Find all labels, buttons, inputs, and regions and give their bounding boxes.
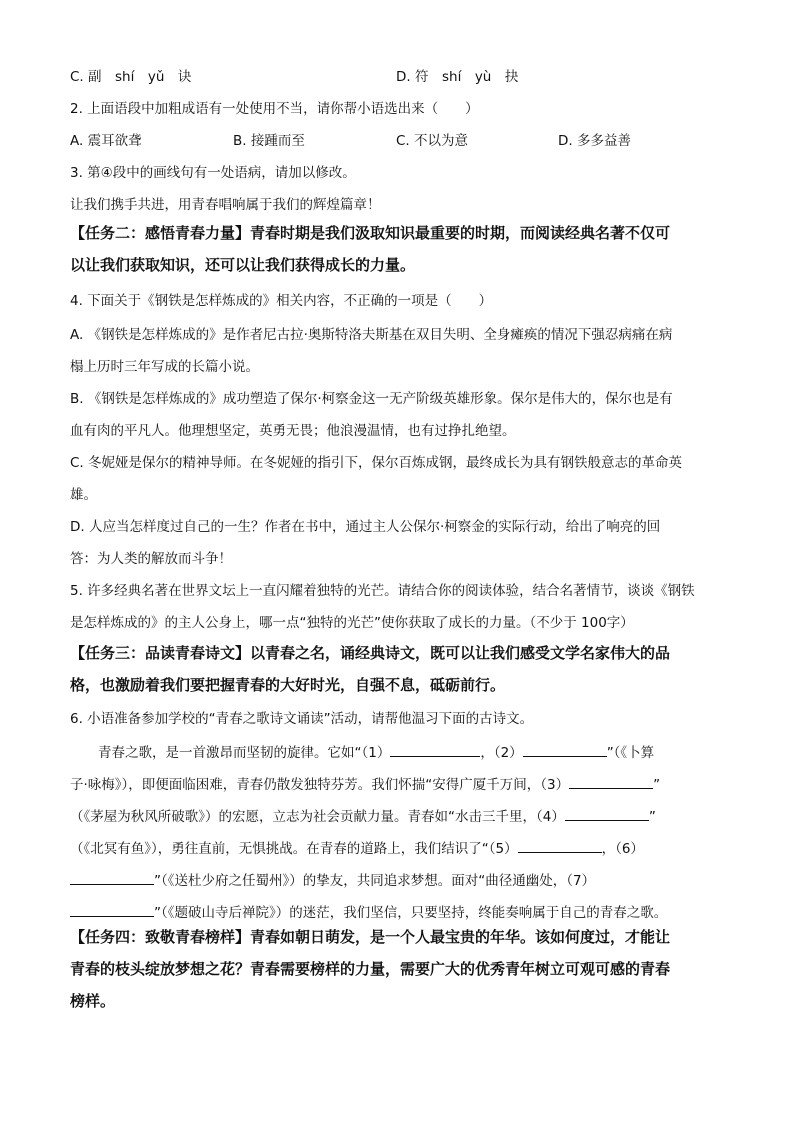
q2-stem: 2. 上面语段中加粗成语有一处使用不当，请你帮小语选出来（ ） bbox=[70, 101, 479, 117]
q4-option-c-line1[interactable]: C. 冬妮娅是保尔的精神导师。在冬妮娅的指引下，保尔百炼成钢，最终成长为具有钢铁般意志的革命英 bbox=[70, 455, 683, 471]
q4-option-b-line2: 血有肉的平凡人。他理想坚定，英勇无畏；他浪漫温情，也有过挣扎绝望。 bbox=[70, 423, 516, 439]
q2-option-d[interactable]: D. 多多益善 bbox=[558, 133, 631, 149]
q4-option-a-line1[interactable]: A. 《钢铁是怎样炼成的》是作者尼古拉·奥斯特洛夫斯基在双目失明、全身瘫痪的情况下强忍病痛在病 bbox=[70, 327, 673, 343]
task2-line2: 以让我们获取知识，还可以让我们获得成长的力量。 bbox=[70, 256, 416, 274]
task3-line2: 格，也激励着我们要把握青春的大好时光，自强不息，砥砺前行。 bbox=[70, 676, 506, 694]
blank-2[interactable] bbox=[523, 742, 607, 757]
q6-stem: 6. 小语准备参加学校的“青春之歌诗文诵读”活动，请帮他温习下面的古诗文。 bbox=[70, 711, 534, 727]
q2-option-a[interactable]: A. 震耳欲聋 bbox=[70, 133, 142, 149]
blank-7[interactable] bbox=[70, 902, 154, 917]
q6-para-line4: （《北冥有鱼》），勇往直前，无惧挑战。在青春的道路上，我们结识了“（5） ，（6） bbox=[70, 838, 644, 858]
q4-stem: 4. 下面关于《钢铁是怎样炼成的》相关内容，不正确的一项是（ ） bbox=[70, 293, 493, 309]
task4-line1: 【任务四：致敬青春榜样】青春如朝日萌发，是一个人最宝贵的年华。该如何度过，才能让 bbox=[70, 928, 671, 946]
q6-para-line1: 青春之歌，是一首激昂而坚韧的旋律。它如“（1） ，（2） ”（《卜算 bbox=[98, 742, 654, 762]
q4-option-c-line2: 雄。 bbox=[70, 487, 97, 503]
task4-line2: 青春的枝头绽放梦想之花？青春需要榜样的力量，需要广大的优秀青年树立可观可感的青春 bbox=[70, 960, 671, 978]
q6-para-line6: ”（《题破山寺后禅院》）的迷茫，我们坚信，只要坚持，终能奏响属于自己的青春之歌。 bbox=[70, 902, 667, 922]
q6-para-line5: ”（《送杜少府之任蜀州》）的挚友，共同追求梦想。面对“曲径通幽处，（7） bbox=[70, 870, 595, 890]
blank-6[interactable] bbox=[70, 870, 154, 885]
q4-option-d-line1[interactable]: D. 人应当怎样度过自己的一生？作者在书中，通过主人公保尔·柯察金的实际行动，给出了响亮的回 bbox=[70, 519, 661, 535]
q2-option-c[interactable]: C. 不以为意 bbox=[396, 133, 469, 149]
blank-5[interactable] bbox=[518, 838, 602, 853]
q4-option-a-line2: 榻上历时三年写成的长篇小说。 bbox=[70, 359, 259, 375]
task3-line1: 【任务三：品读青春诗文】以青春之名，诵经典诗文，既可以让我们感受文学名家伟大的品 bbox=[70, 644, 671, 662]
q4-option-b-line1[interactable]: B. 《钢铁是怎样炼成的》成功塑造了保尔·柯察金这一无产阶级英雄形象。保尔是伟大的，保尔也是有 bbox=[70, 391, 673, 407]
q4-option-d-line2: 答：为人类的解放而斗争！ bbox=[70, 551, 232, 567]
q3-stem: 3. 第④段中的画线句有一处语病，请加以修改。 bbox=[70, 165, 356, 181]
blank-3[interactable] bbox=[569, 774, 653, 789]
task4-line3: 榜样。 bbox=[70, 992, 116, 1010]
q5-line1: 5. 许多经典名著在世界文坛上一直闪耀着独特的光芒。请结合你的阅读体验，结合名著情节，谈谈《钢铁 bbox=[70, 583, 695, 599]
blank-4[interactable] bbox=[565, 806, 649, 821]
q1-option-d[interactable]: D. 符 shí yù 抉 bbox=[396, 69, 519, 85]
q6-para-line3: （《茅屋为秋风所破歌》）的宏愿，立志为社会贡献力量。青春如“水击三千里，（4） ” bbox=[70, 806, 656, 826]
q5-line2: 是怎样炼成的》的主人公身上，哪一点“独特的光芒”使你获取了成长的力量。（不少于 100字） bbox=[70, 615, 634, 631]
q3-sentence: 让我们携手共进，用青春唱响属于我们的辉煌篇章！ bbox=[70, 197, 381, 213]
q2-option-b[interactable]: B. 接踵而至 bbox=[233, 133, 305, 149]
blank-1[interactable] bbox=[390, 742, 480, 757]
task2-line1: 【任务二：感悟青春力量】青春时期是我们汲取知识最重要的时期，而阅读经典名著不仅可 bbox=[70, 224, 671, 242]
q6-para-line2: 子·咏梅》），即便面临困难，青春仍散发独特芬芳。我们怀揣“安得广厦千万间，（3） ” bbox=[70, 774, 660, 794]
q1-option-c[interactable]: C. 副 shí yǔ 诀 bbox=[70, 69, 192, 85]
